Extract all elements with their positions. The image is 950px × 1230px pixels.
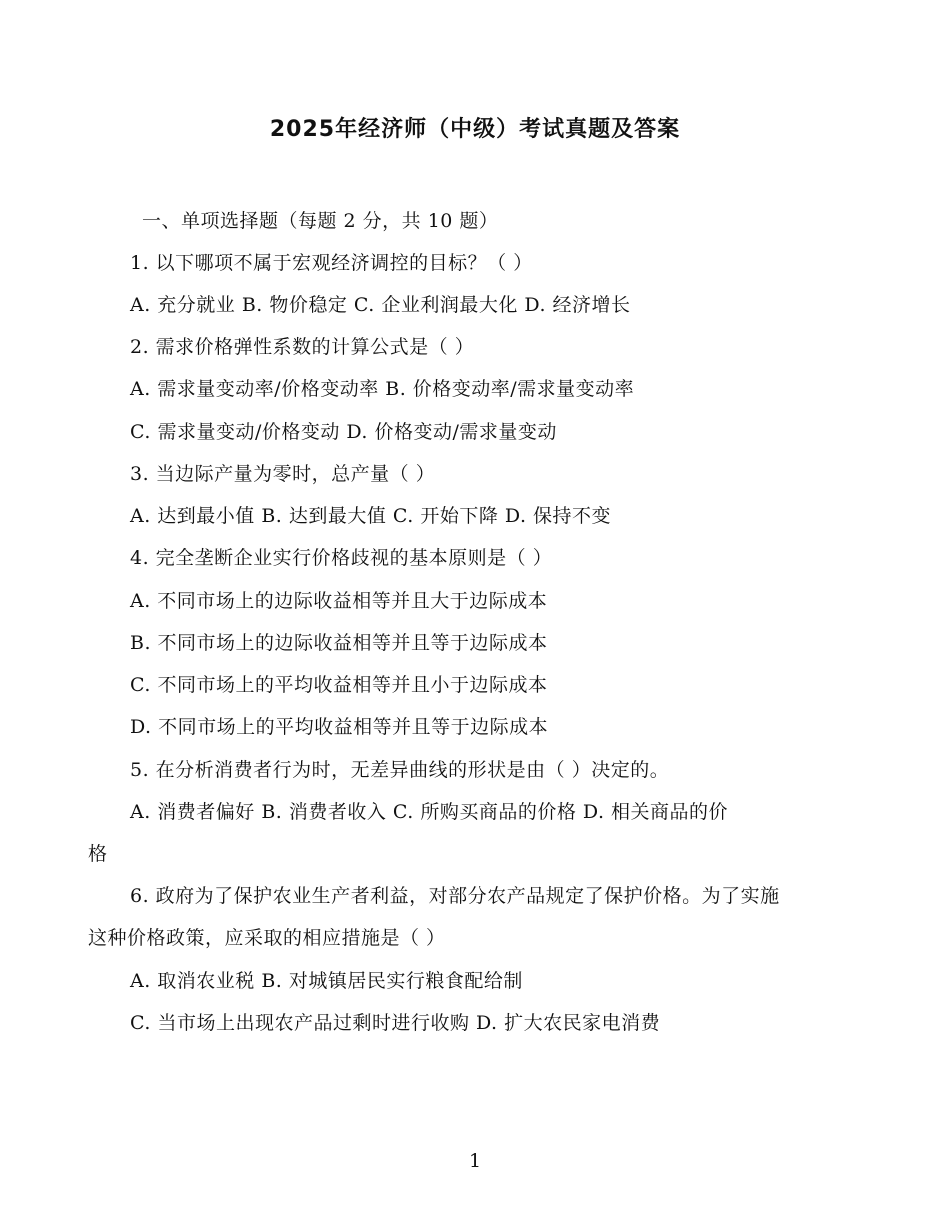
question-4-option-b: B. 不同市场上的边际收益相等并且等于边际成本: [130, 632, 548, 654]
question-4-option-c: C. 不同市场上的平均收益相等并且小于边际成本: [130, 674, 548, 696]
section-heading: 一、单项选择题（每题 2 分，共 10 题）: [142, 210, 499, 232]
question-4-stem: 4. 完全垄断企业实行价格歧视的基本原则是（ ）: [130, 547, 553, 569]
question-3-options: A. 达到最小值 B. 达到最大值 C. 开始下降 D. 保持不变: [130, 505, 612, 527]
question-4-option-a: A. 不同市场上的边际收益相等并且大于边际成本: [130, 590, 548, 612]
question-5-stem: 5. 在分析消费者行为时，无差异曲线的形状是由（ ）决定的。: [130, 759, 670, 781]
question-6-options-line-2: C. 当市场上出现农产品过剩时进行收购 D. 扩大农民家电消费: [130, 1012, 661, 1034]
question-2-options-line-2: C. 需求量变动/价格变动 D. 价格变动/需求量变动: [130, 421, 557, 443]
question-2-options-line-1: A. 需求量变动率/价格变动率 B. 价格变动率/需求量变动率: [130, 378, 635, 400]
page-number: 1: [468, 1150, 482, 1172]
question-6-stem-line-1: 6. 政府为了保护农业生产者利益，对部分农产品规定了保护价格。为了实施: [130, 885, 780, 907]
question-3-stem: 3. 当边际产量为零时，总产量（ ）: [130, 463, 436, 485]
question-6-stem-line-2: 这种价格政策，应采取的相应措施是（ ）: [88, 927, 446, 949]
question-4-option-d: D. 不同市场上的平均收益相等并且等于边际成本: [130, 716, 549, 738]
question-2-stem: 2. 需求价格弹性系数的计算公式是（ ）: [130, 336, 475, 358]
question-5-options-line-1: A. 消费者偏好 B. 消费者收入 C. 所购买商品的价格 D. 相关商品的价: [130, 801, 729, 823]
document-title: 2025年经济师（中级）考试真题及答案: [269, 117, 681, 142]
question-5-options-line-2: 格: [88, 843, 108, 865]
question-6-options-line-1: A. 取消农业税 B. 对城镇居民实行粮食配给制: [130, 970, 523, 992]
question-1-stem: 1. 以下哪项不属于宏观经济调控的目标？（ ）: [130, 252, 533, 274]
question-1-options: A. 充分就业 B. 物价稳定 C. 企业利润最大化 D. 经济增长: [130, 294, 631, 316]
